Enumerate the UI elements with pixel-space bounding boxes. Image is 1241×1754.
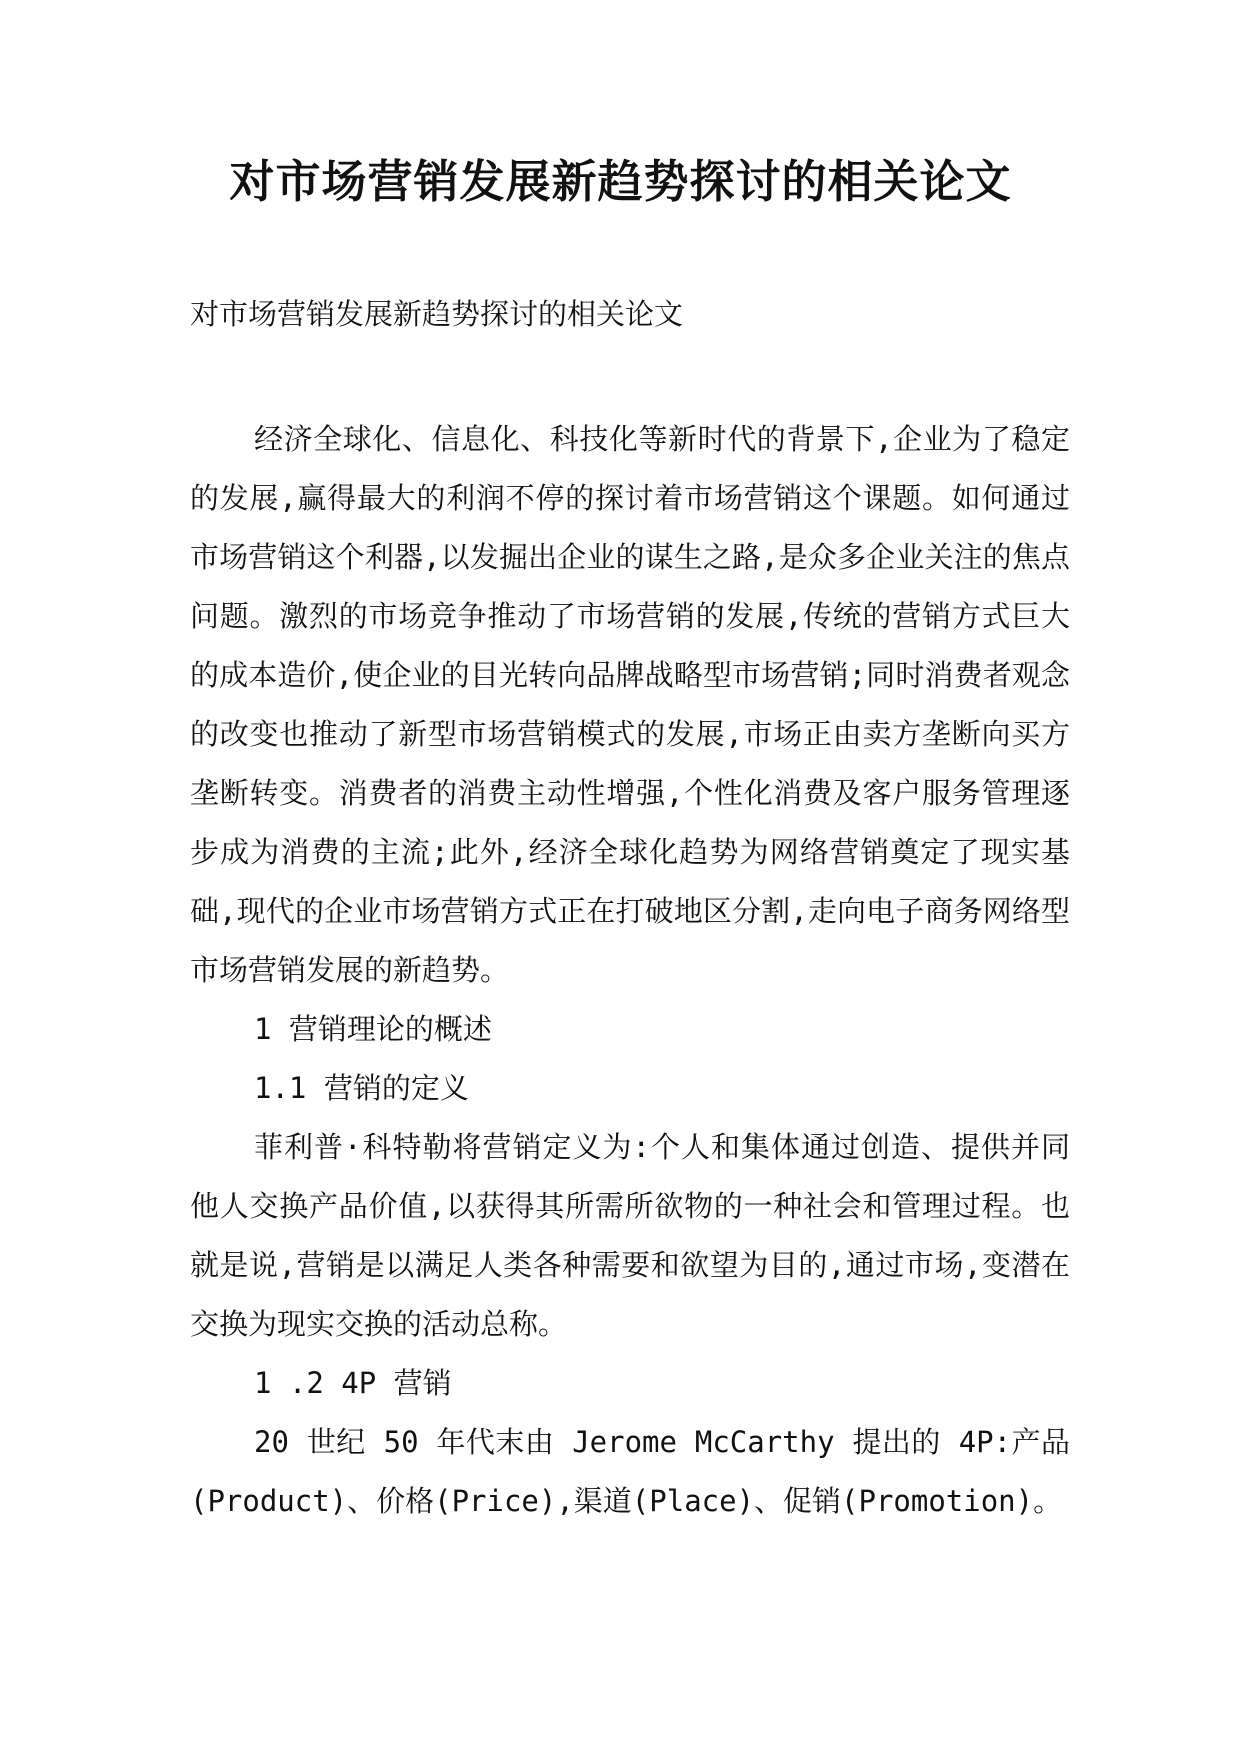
section-1-2-heading: 1 .2 4P 营销 — [254, 1366, 452, 1400]
document-body — [190, 410, 1070, 1531]
section-1-1-heading: 1.1 营销的定义 — [254, 1071, 469, 1105]
intro-paragraph: 经济全球化、信息化、科技化等新时代的背景下,企业为了稳定的发展,赢得最大的利润不停的探讨着市场营销这个课题。如何通过市场营销这个利器,以发掘出企业的谋生之路,是众多企业关注的焦点问题。激烈的市场竞争推动了市场营销的发展,传统的营销方式巨大的成本造价,使企业的目光转向品牌战略型市场营销;同时消费者观念的改变也推动了新型市场营销模式的发展,市场正由卖方垄断向买方垄断转变。消费者的消费主动性增强,个性化消费及客户服务管理逐步成为消费的主流;此外,经济全球化趋势为网络营销奠定了现实基础,现代的企业市场营销方式正在打破地区分割,走向电子商务网络型市场营销发展的新趋势。 — [190, 422, 1070, 987]
section-1-heading: 1 营销理论的概述 — [254, 1012, 492, 1046]
section-1-1-paragraph: 菲利普·科特勒将营销定义为:个人和集体通过创造、提供并同他人交换产品价值,以获得其所需所欲物的一种社会和管理过程。也就是说,营销是以满足人类各种需要和欲望为目的,通过市场,变潜在交换为现实交换的活动总称。 — [190, 1130, 1070, 1341]
document-title: 对市场营销发展新趋势探讨的相关论文 — [229, 155, 1012, 208]
document-subtitle: 对市场营销发展新趋势探讨的相关论文 — [190, 297, 684, 331]
section-1-2-paragraph: 20 世纪 50 年代末由 Jerome McCarthy 提出的 4P:产品(Product)、价格(Price),渠道(Place)、促销(Promotion)。 — [190, 1425, 1070, 1518]
